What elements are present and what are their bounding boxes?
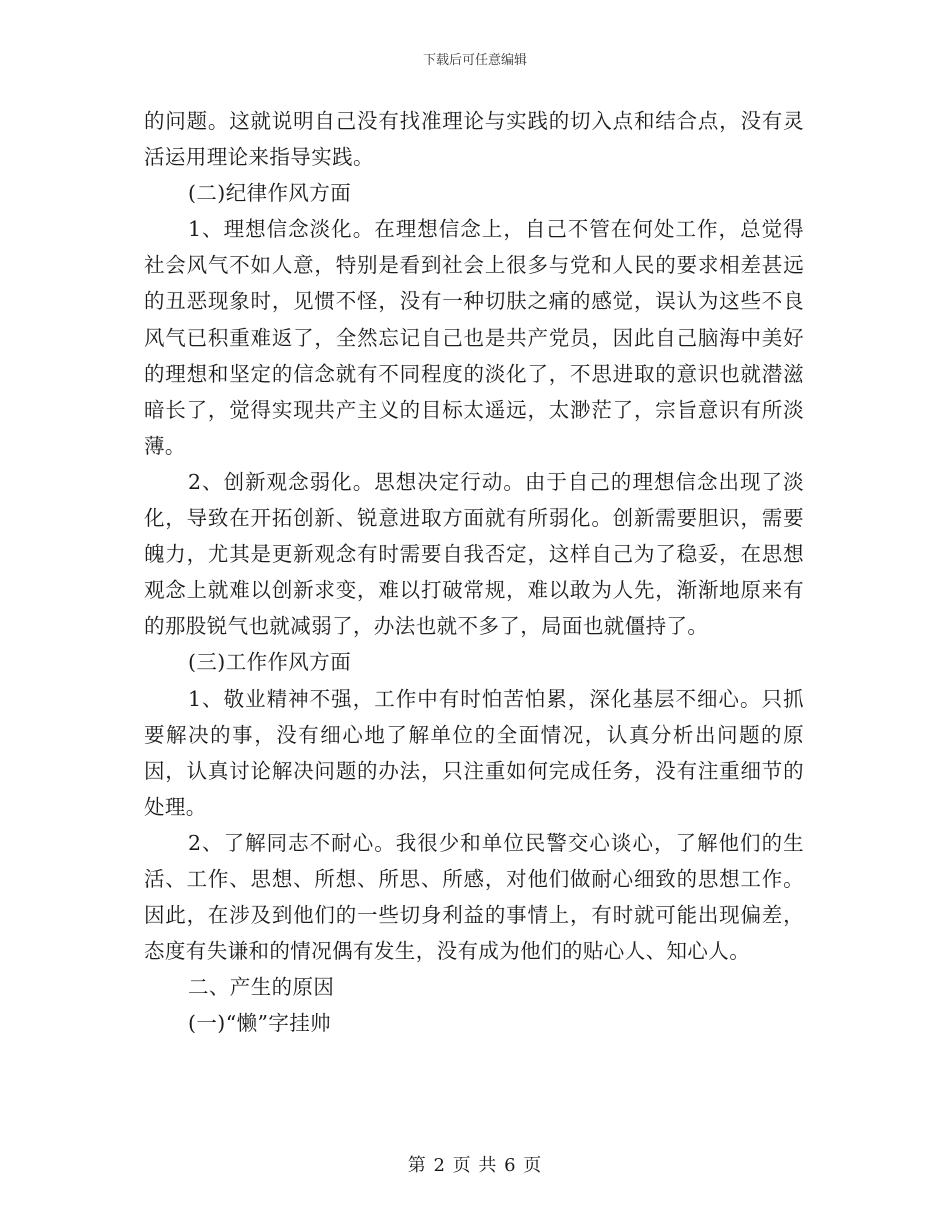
page-header: 下载后可任意编辑 <box>422 53 527 68</box>
paragraph-continuation: 的问题。这就说明自己没有找准理论与实践的切入点和结合点，没有灵活运用理论来指导实践。 <box>144 109 804 170</box>
paragraph-ideals: 1、理想信念淡化。在理想信念上，自己不管在何处工作，总觉得社会风气不如人意，特别是看到社会上很多与党和人民的要求相差甚远的丑恶现象时，见惯不怪，没有一种切肤之痛的感觉，误认为这些不良风气已积重难返了，全然忘记自己也是共产党员，因此自己脑海中美好的理想和坚定的信念就有不同程度的淡化了，不思进取的意识也就潜滋暗长了，觉得实现共产主义的目标太遥远，太渺茫了，宗旨意识有所淡薄。 <box>144 217 804 458</box>
paragraph-innovation: 2、创新观念弱化。思想决定行动。由于自己的理想信念出现了淡化，导致在开拓创新、锐意进取方面就有所弱化。创新需要胆识，需要魄力，尤其是更新观念有时需要自我否定，这样自己为了稳妥，在思想观念上就难以创新求变，难以打破常规，难以敢为人先，渐渐地原来有的那股锐气也就减弱了，办法也就不多了，局面也就僵持了。 <box>144 469 804 639</box>
paragraph-dedication: 1、敬业精神不强，工作中有时怕苦怕累，深化基层不细心。只抓要解决的事，没有细心地了解单位的全面情况，认真分析出问题的原因，认真讨论解决问题的办法，只注重如何完成任务，没有注重细节的处理。 <box>144 686 804 819</box>
section-heading-causes: 二、产生的原因 <box>188 975 335 1000</box>
section-heading-discipline: (二)纪律作风方面 <box>188 181 352 206</box>
section-heading-work-style: (三)工作作风方面 <box>188 650 352 675</box>
document-body <box>144 103 804 1041</box>
paragraph-colleagues: 2、了解同志不耐心。我很少和单位民警交心谈心，了解他们的生活、工作、思想、所想、所思、所感，对他们做耐心细致的思想工作。因此，在涉及到他们的一些切身利益的事情上，有时就可能出现偏差，态度有失谦和的情况偶有发生，没有成为他们的贴心人、知心人。 <box>144 830 804 964</box>
subsection-heading-lazy: (一)“懒”字挂帅 <box>188 1011 332 1036</box>
page-number: 第 2 页 共 6 页 <box>407 1155 543 1176</box>
